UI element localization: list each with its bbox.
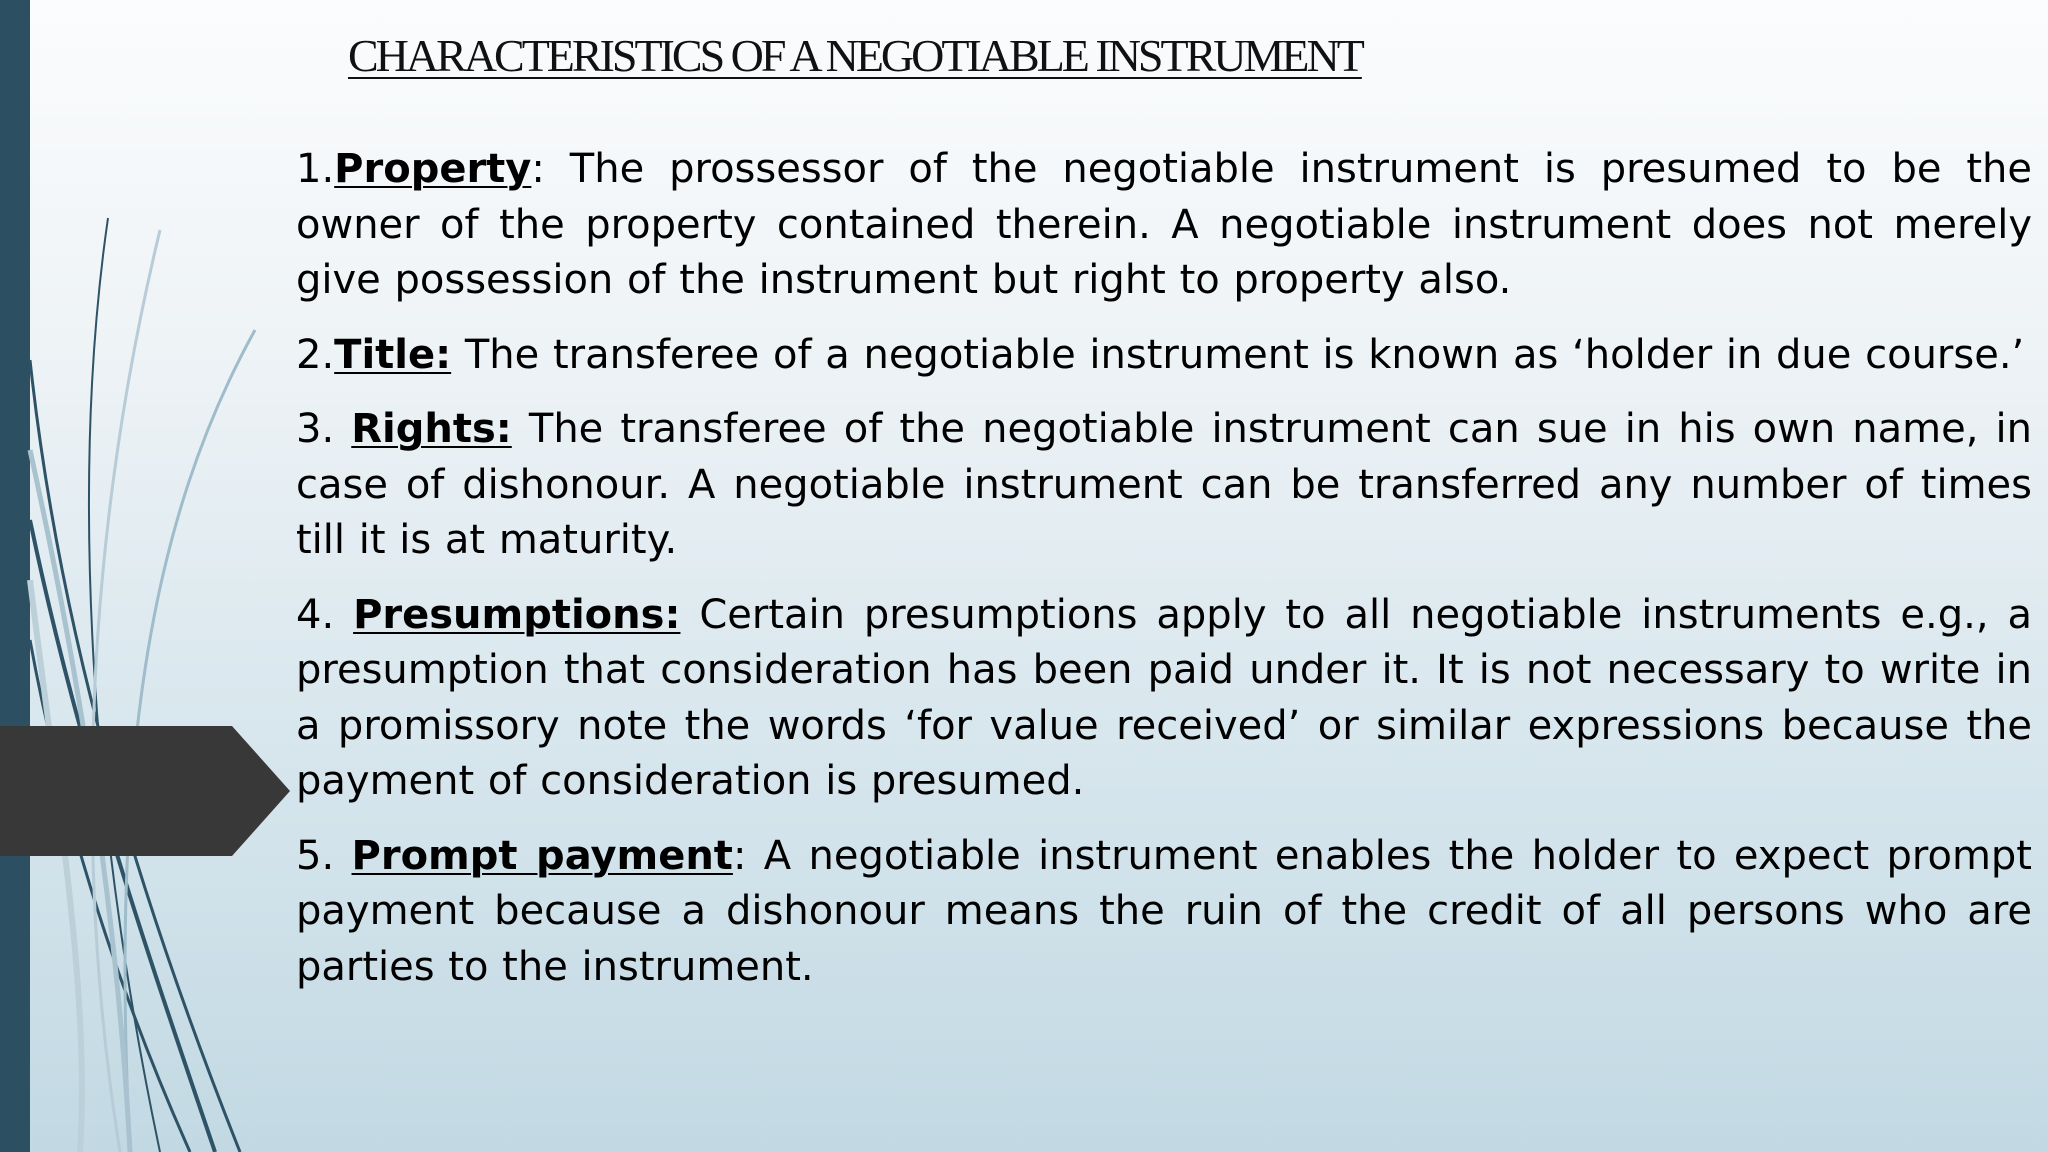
item-separator: :	[732, 832, 747, 879]
item-number: 3.	[296, 406, 352, 452]
item-text: A negotiable instrument enables the holder to expect prompt payment because a dishonour means the ruin of the credit of all persons who are parties to the instrument.	[296, 832, 2032, 990]
item-text: Certain presumptions apply to all negotiable instruments e.g., a presumption that consideration has been paid under it. It is not necessary to write in a promissory note the words ‘for value received’ or similar expressions because the payment of consideration is presumed.	[296, 591, 2032, 804]
item-text: The transferee of a negotiable instrument is known as ‘holder in due course.’	[451, 331, 2025, 378]
item-number: 5.	[296, 832, 352, 879]
list-item-property	[296, 142, 2032, 309]
list-item-prompt-payment	[296, 829, 2032, 996]
list-item-presumptions	[296, 588, 2032, 810]
arrow-tab-shape	[0, 726, 300, 856]
item-term: Title:	[334, 331, 452, 378]
item-number: 1.	[296, 146, 335, 192]
item-number: 2.	[296, 331, 335, 378]
item-text: The transferee of the negotiable instrument can sue in his own name, in case of dishonour. A negotiable instrument can be transferred any number of times till it is at maturity.	[296, 406, 2032, 563]
list-item-rights	[296, 402, 2032, 569]
item-term: Presumptions:	[353, 591, 681, 638]
list-item-title	[296, 328, 2032, 384]
item-number: 4.	[296, 591, 354, 638]
item-term: Rights:	[351, 406, 512, 452]
item-separator: :	[531, 146, 545, 192]
item-text: The prossessor of the negotiable instrument is presumed to be the owner of the property contained therein. A negotiable instrument does not merely give possession of the instrument but right to property also.	[296, 146, 2032, 303]
characteristics-list	[296, 142, 2032, 1014]
decorative-swoosh-lines	[0, 0, 300, 1152]
item-term: Property	[334, 146, 532, 192]
slide-title: CHARACTERISTICS OF A NEGOTIABLE INSTRUMENT	[348, 30, 1362, 81]
item-term: Prompt payment	[351, 832, 733, 879]
